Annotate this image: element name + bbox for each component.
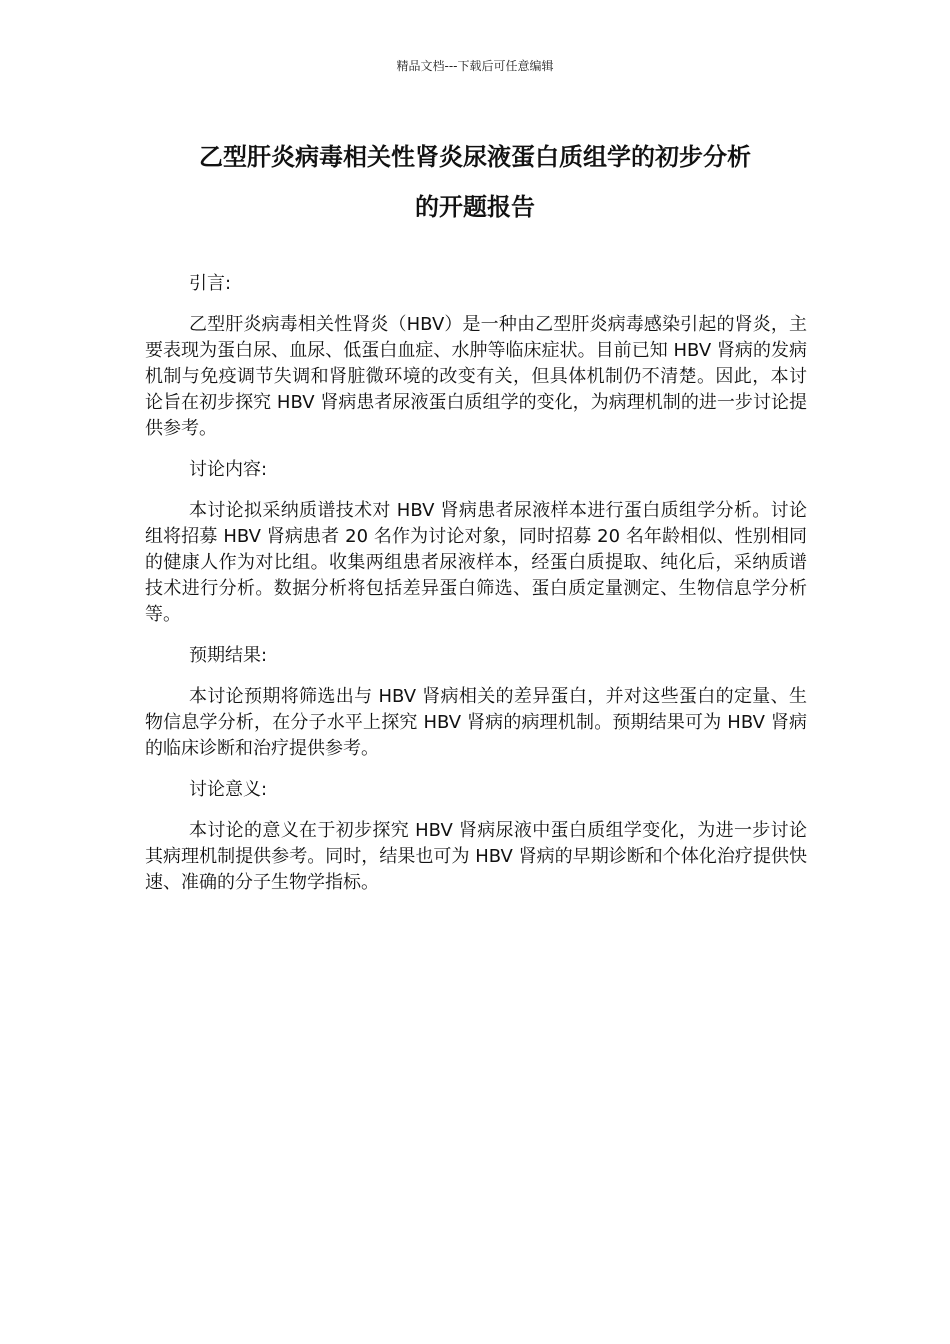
section-heading-expected-results: 预期结果: [189,645,268,666]
section-heading-introduction: 引言: [189,273,232,294]
title-line-1: 乙型肝炎病毒相关性肾炎尿液蛋白质组学的初步分析 [199,143,751,171]
page-header: 精品文档---下载后可任意编辑 [396,59,554,73]
section-heading-significance: 讨论意义: [189,779,268,800]
section-paragraph-significance: 本讨论的意义在于初步探究 HBV 肾病尿液中蛋白质组学变化，为进一步讨论其病理机制提供参考。同时，结果也可为 HBV 肾病的早期诊断和个体化治疗提供快速、准确的分子生物学指标。 [145,820,807,893]
section-paragraph-introduction: 乙型肝炎病毒相关性肾炎（HBV）是一种由乙型肝炎病毒感染引起的肾炎，主要表现为蛋白尿、血尿、低蛋白血症、水肿等临床症状。目前已知 HBV 肾病的发病机制与免疫调节失调和肾脏微环境的改变有关，但具体机制仍不清楚。因此，本讨论旨在初步探究 HBV 肾病患者尿液蛋白质组学的变化，为病理机制的进一步讨论提供参考。 [145,314,807,439]
document-title [145,132,805,232]
section-paragraph-expected-results: 本讨论预期将筛选出与 HBV 肾病相关的差异蛋白，并对这些蛋白的定量、生物信息学分析，在分子水平上探究 HBV 肾病的病理机制。预期结果可为 HBV 肾病的临床诊断和治疗提供参考。 [145,686,807,759]
section-heading-content: 讨论内容: [189,459,268,480]
section-paragraph-content: 本讨论拟采纳质谱技术对 HBV 肾病患者尿液样本进行蛋白质组学分析。讨论组将招募 HBV 肾病患者 20 名作为讨论对象，同时招募 20 名年龄相似、性别相同的健康人作为对比组。收集两组患者尿液样本，经蛋白质提取、纯化后，采纳质谱技术进行分析。数据分析将包括差异蛋白筛选、蛋白质定量测定、生物信息学分析等。 [145,500,807,625]
document-body [145,271,807,911]
title-line-2: 的开题报告 [415,193,535,221]
